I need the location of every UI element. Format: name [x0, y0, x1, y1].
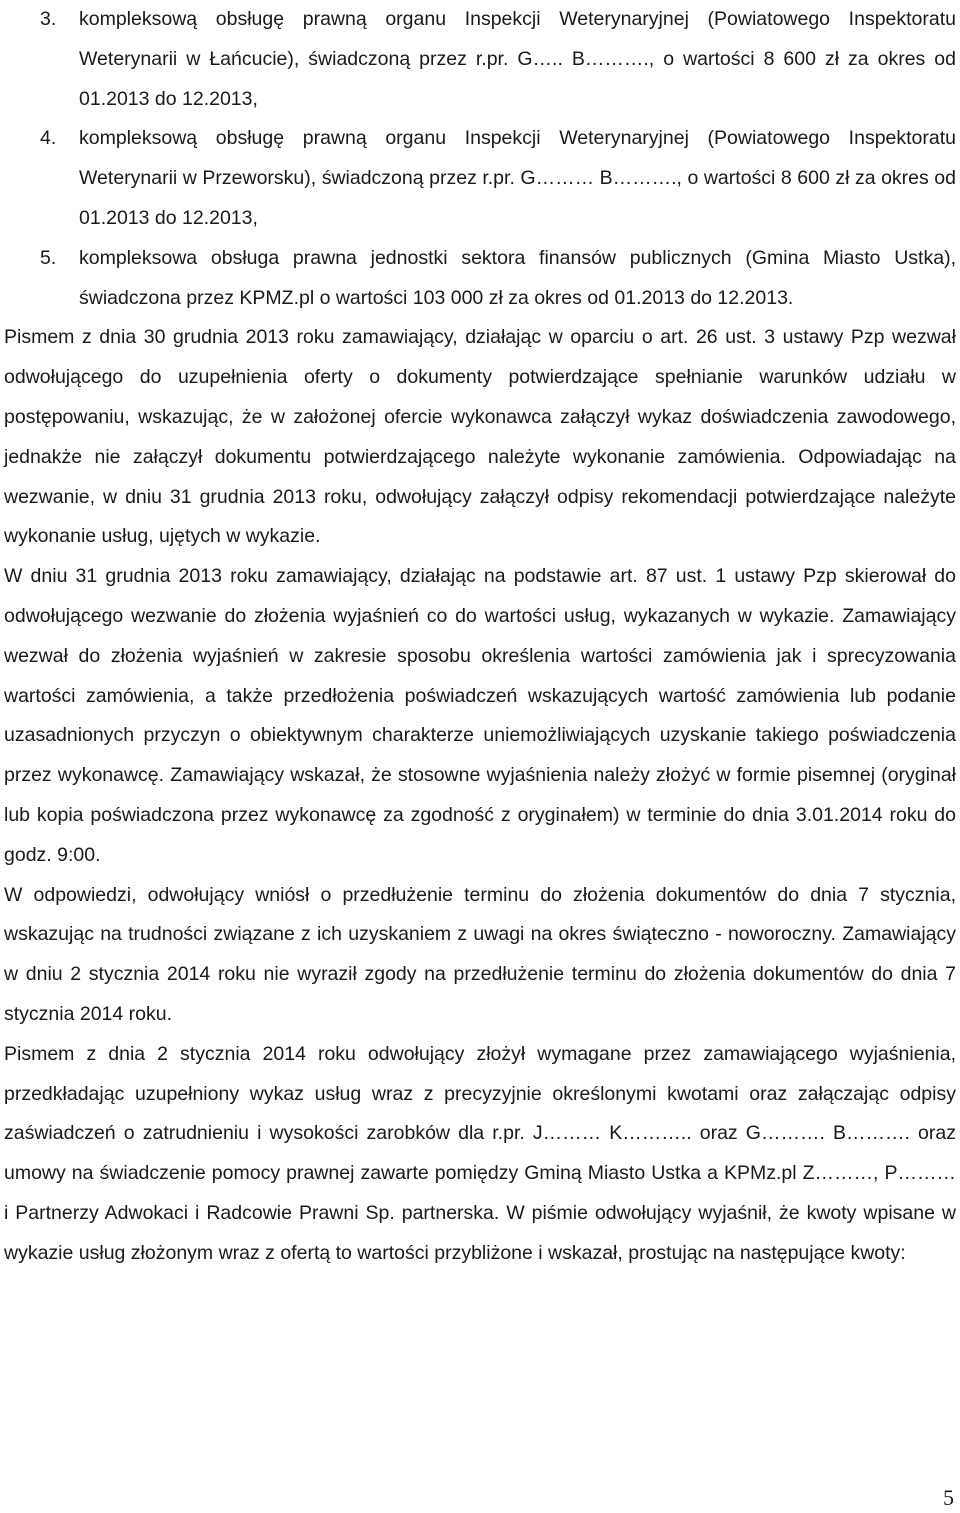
document-body [4, 0, 956, 1274]
list-item-number: 5. [40, 246, 57, 269]
list-item-text: kompleksowa obsługa prawna jednostki sektora finansów publicznych (Gmina Miasto Ustka), świadczona przez KPMZ.pl o wartości 103 000 zł za okres od 01.2013 do 12.2013. [79, 246, 956, 309]
list-item [4, 239, 956, 319]
list-item-text: kompleksową obsługę prawną organu Inspekcji Weterynaryjnej (Powiatowego Inspektoratu Weterynarii w Łańcucie), świadczoną przez r.pr. G….. B………., o wartości 8 600 zł za okres od 01.2013 do 12.2013, [79, 8, 956, 110]
list-item-number: 3. [40, 8, 57, 30]
page-number: 5 [943, 1485, 954, 1510]
paragraph: Pismem z dnia 2 stycznia 2014 roku odwołujący złożył wymagane przez zamawiającego wyjaśnienia, przedkładając uzupełniony wykaz usług wraz z precyzyjnie określonymi kwotami oraz załączając odpisy zaświadczeń o zatrudnieniu i wysokości zarobków dla r.pr. J……… K……….. oraz G………. B………. oraz umowy na świadczenie pomocy prawnej zawarte pomiędzy Gminą Miasto Ustka a KPMz.pl Z………, P……… i Partnerzy Adwokaci i Radcowie Prawni Sp. partnerska. W piśmie odwołujący wyjaśnił, że kwoty wpisane w wykazie usług złożonym wraz z ofertą to wartości przybliżone i wskazał, prostując na następujące kwoty: [4, 1042, 956, 1264]
paragraph: Pismem z dnia 30 grudnia 2013 roku zamawiający, działając w oparciu o art. 26 ust. 3 ustawy Pzp wezwał odwołującego do uzupełnienia oferty o dokumenty potwierdzające spełnianie warunków udziału w postępowaniu, wskazując, że w założonej ofercie wykonawca załączył wykaz doświadczenia zawodowego, jednakże nie załączył dokumentu potwierdzającego należyte wykonanie zamówienia. Odpowiadając na wezwanie, w dniu 31 grudnia 2013 roku, odwołujący załączył odpisy rekomendacji potwierdzające należyte wykonanie usług, ujętych w wykazie. [4, 326, 956, 548]
paragraph: W dniu 31 grudnia 2013 roku zamawiający, działając na podstawie art. 87 ust. 1 ustawy Pzp skierował do odwołującego wezwanie do złożenia wyjaśnień co do wartości usług, wykazanych w wykazie. Zamawiający wezwał do złożenia wyjaśnień w zakresie sposobu określenia wartości zamówienia jak i sprecyzowania wartości zamówienia, a także przedłożenia poświadczeń wskazujących wartość zamówienia lub podanie uzasadnionych przyczyn o obiektywnym charakterze uniemożliwiających uzyskanie takiego poświadczenia przez wykonawcę. Zamawiający wskazał, że stosowne wyjaśnienia należy złożyć w formie pisemnej (oryginał lub kopia poświadczona przez wykonawcę za zgodność z oryginałem) w terminie do dnia 3.01.2014 roku do godz. 9:00. [4, 565, 956, 866]
paragraph: W odpowiedzi, odwołujący wniósł o przedłużenie terminu do złożenia dokumentów do dnia 7 stycznia, wskazując na trudności związane z ich uzyskaniem z uwagi na okres świąteczno - noworoczny. Zamawiający w dniu 2 stycznia 2014 roku nie wyraził zgody na przedłużenie terminu do złożenia dokumentów do dnia 7 stycznia 2014 roku. [4, 883, 956, 1025]
list-item [4, 0, 956, 119]
list-item-text: kompleksową obsługę prawną organu Inspekcji Weterynaryjnej (Powiatowego Inspektoratu Weterynarii w Przeworsku), świadczoną przez r.pr. G……… B………., o wartości 8 600 zł za okres od 01.2013 do 12.2013, [79, 127, 956, 229]
list-item-number: 4. [40, 127, 57, 150]
list-item [4, 119, 956, 238]
